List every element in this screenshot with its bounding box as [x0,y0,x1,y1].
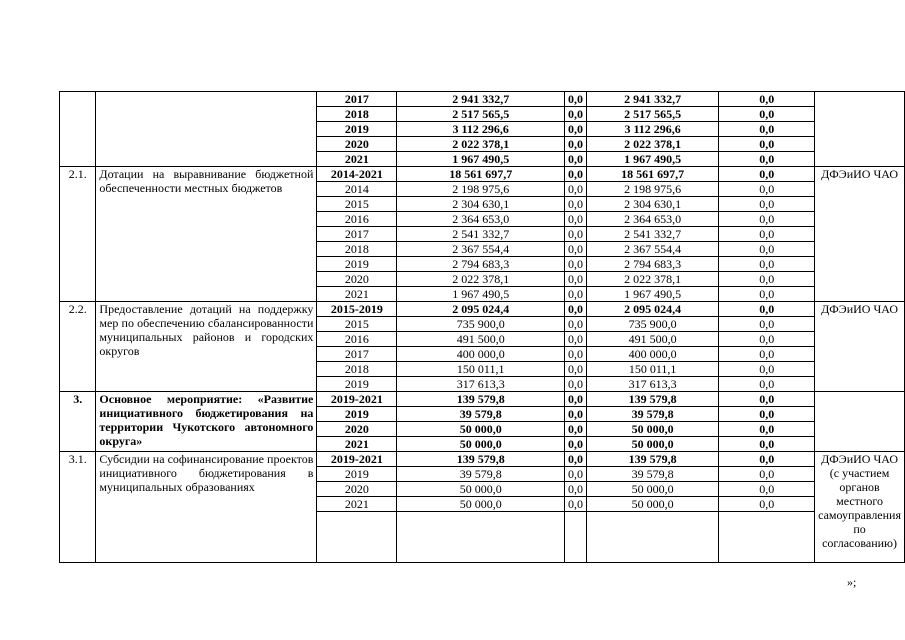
s22-row-year: 2016 [317,332,397,347]
num-cell [60,92,96,167]
s22-row-other: 0,0 [719,377,815,392]
s3-row-total: 39 579,8 [397,407,564,422]
s3-row-other: 0,0 [719,437,815,452]
responsible-executor: ДФЭиИО ЧАО [815,302,905,392]
s21-row-year: 2017 [317,227,397,242]
s3-row-other: 0,0 [719,392,815,407]
top-row-other: 0,0 [719,107,815,122]
s21-row-regional: 2 022 378,1 [586,272,718,287]
s22-row-year: 2015 [317,317,397,332]
s21-row-other: 0,0 [719,242,815,257]
s3-row-other: 0,0 [719,422,815,437]
s3-row-federal: 0,0 [564,392,586,407]
s3-row-total: 50 000,0 [397,422,564,437]
s22-row-federal: 0,0 [564,362,586,377]
name-cell [96,92,317,167]
s31-row-year: 2019-2021 [317,452,397,467]
s22-row-regional: 491 500,0 [586,332,718,347]
table-row [60,392,905,407]
top-row-federal: 0,0 [564,137,586,152]
table-row [60,452,905,467]
s31-row-regional: 50 000,0 [586,482,718,497]
s31-row-other: 0,0 [719,452,815,467]
item-number: 2.1. [60,167,96,302]
s3-row-regional: 39 579,8 [586,407,718,422]
s3-row-federal: 0,0 [564,422,586,437]
resp-cell [815,92,905,167]
top-row-year: 2019 [317,122,397,137]
s31-row-federal: 0,0 [564,482,586,497]
s21-row-federal: 0,0 [564,212,586,227]
s22-row-other: 0,0 [719,317,815,332]
s22-row-year: 2018 [317,362,397,377]
s31-row-other: 0,0 [719,482,815,497]
s31-row-federal: 0,0 [564,452,586,467]
top-row-total: 3 112 296,6 [397,122,564,137]
top-row-total: 2 022 378,1 [397,137,564,152]
s21-row-total: 2 198 975,6 [397,182,564,197]
s22-row-federal: 0,0 [564,347,586,362]
s22-row-regional: 400 000,0 [586,347,718,362]
top-row-other: 0,0 [719,152,815,167]
s22-row-other: 0,0 [719,332,815,347]
empty-cell [586,512,718,563]
s22-row-other: 0,0 [719,362,815,377]
s22-row-federal: 0,0 [564,377,586,392]
table-row [60,92,905,107]
s21-row-federal: 0,0 [564,227,586,242]
top-row-total: 2 941 332,7 [397,92,564,107]
s31-row-total: 39 579,8 [397,467,564,482]
s21-row-regional: 2 198 975,6 [586,182,718,197]
s31-row-regional: 39 579,8 [586,467,718,482]
s21-row-other: 0,0 [719,182,815,197]
item-name: Дотации на выравнивание бюджетной обеспеченности местных бюджетов [96,167,317,302]
s21-row-other: 0,0 [719,212,815,227]
s22-row-total: 491 500,0 [397,332,564,347]
s22-row-regional: 317 613,3 [586,377,718,392]
s22-row-other: 0,0 [719,347,815,362]
s31-row-federal: 0,0 [564,467,586,482]
s31-row-regional: 139 579,8 [586,452,718,467]
s21-row-other: 0,0 [719,257,815,272]
s21-row-year: 2016 [317,212,397,227]
s21-row-regional: 2 364 653,0 [586,212,718,227]
s21-row-federal: 0,0 [564,197,586,212]
s31-row-year: 2020 [317,482,397,497]
top-row-regional: 2 517 565,5 [586,107,718,122]
s21-row-other: 0,0 [719,197,815,212]
empty-cell [564,512,586,563]
top-row-year: 2018 [317,107,397,122]
s21-row-federal: 0,0 [564,242,586,257]
s3-row-regional: 139 579,8 [586,392,718,407]
s21-row-total: 2 304 630,1 [397,197,564,212]
top-row-regional: 2 022 378,1 [586,137,718,152]
top-row-total: 2 517 565,5 [397,107,564,122]
s22-row-total: 400 000,0 [397,347,564,362]
s3-row-regional: 50 000,0 [586,422,718,437]
s21-row-total: 18 561 697,7 [397,167,564,182]
top-row-total: 1 967 490,5 [397,152,564,167]
s21-row-regional: 2 367 554,4 [586,242,718,257]
item-name: Предоставление дотаций на поддержку мер по обеспечению сбалансированности муниципальных районов и городских округов [96,302,317,392]
s3-row-year: 2021 [317,437,397,452]
s21-row-total: 2 367 554,4 [397,242,564,257]
responsible-executor [815,392,905,452]
closing-quote: »; [847,575,857,589]
s21-row-regional: 2 541 332,7 [586,227,718,242]
s21-row-total: 2 364 653,0 [397,212,564,227]
s31-row-year: 2019 [317,467,397,482]
top-row-other: 0,0 [719,137,815,152]
responsible-executor: ДФЭиИО ЧАО (с участием органов местного самоуправления по согласованию) [815,452,905,563]
s3-row-year: 2020 [317,422,397,437]
empty-cell [317,512,397,563]
table-row [60,302,905,317]
s22-row-federal: 0,0 [564,317,586,332]
s22-row-year: 2019 [317,377,397,392]
s31-row-total: 50 000,0 [397,482,564,497]
item-number: 3.1. [60,452,96,563]
s21-row-year: 2015 [317,197,397,212]
s21-row-federal: 0,0 [564,272,586,287]
s22-row-total: 735 900,0 [397,317,564,332]
s31-row-total: 50 000,0 [397,497,564,512]
s21-row-regional: 2 794 683,3 [586,257,718,272]
s22-row-total: 2 095 024,4 [397,302,564,317]
empty-cell [397,512,564,563]
s3-row-year: 2019-2021 [317,392,397,407]
item-name: Основное мероприятие: «Развитие инициативного бюджетирования на территории Чукотского автономного округа» [96,392,317,452]
s22-row-year: 2015-2019 [317,302,397,317]
s22-row-total: 150 011,1 [397,362,564,377]
top-row-federal: 0,0 [564,92,586,107]
s21-row-other: 0,0 [719,167,815,182]
s22-row-regional: 150 011,1 [586,362,718,377]
s22-row-federal: 0,0 [564,332,586,347]
s3-row-federal: 0,0 [564,407,586,422]
s21-row-regional: 1 967 490,5 [586,287,718,302]
s3-row-total: 139 579,8 [397,392,564,407]
top-row-federal: 0,0 [564,107,586,122]
item-number: 2.2. [60,302,96,392]
s3-row-regional: 50 000,0 [586,437,718,452]
s3-row-total: 50 000,0 [397,437,564,452]
s21-row-other: 0,0 [719,227,815,242]
s21-row-total: 2 022 378,1 [397,272,564,287]
s22-row-total: 317 613,3 [397,377,564,392]
top-row-other: 0,0 [719,122,815,137]
top-row-federal: 0,0 [564,122,586,137]
s21-row-year: 2021 [317,287,397,302]
s21-row-other: 0,0 [719,272,815,287]
top-row-year: 2017 [317,92,397,107]
s3-row-federal: 0,0 [564,437,586,452]
s21-row-federal: 0,0 [564,182,586,197]
s21-row-total: 1 967 490,5 [397,287,564,302]
table-row [60,167,905,182]
top-row-federal: 0,0 [564,152,586,167]
top-row-regional: 3 112 296,6 [586,122,718,137]
top-row-regional: 2 941 332,7 [586,92,718,107]
empty-cell [719,512,815,563]
s22-row-year: 2017 [317,347,397,362]
s3-row-year: 2019 [317,407,397,422]
s31-row-year: 2021 [317,497,397,512]
s21-row-regional: 2 304 630,1 [586,197,718,212]
s21-row-total: 2 541 332,7 [397,227,564,242]
s22-row-other: 0,0 [719,302,815,317]
item-name: Субсидии на софинансирование проектов инициативного бюджетирования в муниципальных образованиях [96,452,317,563]
s31-row-other: 0,0 [719,467,815,482]
s21-row-federal: 0,0 [564,257,586,272]
s21-row-total: 2 794 683,3 [397,257,564,272]
s31-row-regional: 50 000,0 [586,497,718,512]
top-row-year: 2021 [317,152,397,167]
s21-row-federal: 0,0 [564,167,586,182]
s21-row-year: 2020 [317,272,397,287]
s21-row-year: 2018 [317,242,397,257]
responsible-executor: ДФЭиИО ЧАО [815,167,905,302]
s21-row-year: 2014 [317,182,397,197]
budget-table [59,91,905,563]
s31-row-other: 0,0 [719,497,815,512]
table-body [60,92,905,563]
s22-row-federal: 0,0 [564,302,586,317]
top-row-year: 2020 [317,137,397,152]
s31-row-federal: 0,0 [564,497,586,512]
top-row-regional: 1 967 490,5 [586,152,718,167]
item-number: 3. [60,392,96,452]
s22-row-regional: 2 095 024,4 [586,302,718,317]
s21-row-federal: 0,0 [564,287,586,302]
s31-row-total: 139 579,8 [397,452,564,467]
s3-row-other: 0,0 [719,407,815,422]
s21-row-year: 2014-2021 [317,167,397,182]
s21-row-year: 2019 [317,257,397,272]
s21-row-other: 0,0 [719,287,815,302]
s21-row-regional: 18 561 697,7 [586,167,718,182]
top-row-other: 0,0 [719,92,815,107]
s22-row-regional: 735 900,0 [586,317,718,332]
